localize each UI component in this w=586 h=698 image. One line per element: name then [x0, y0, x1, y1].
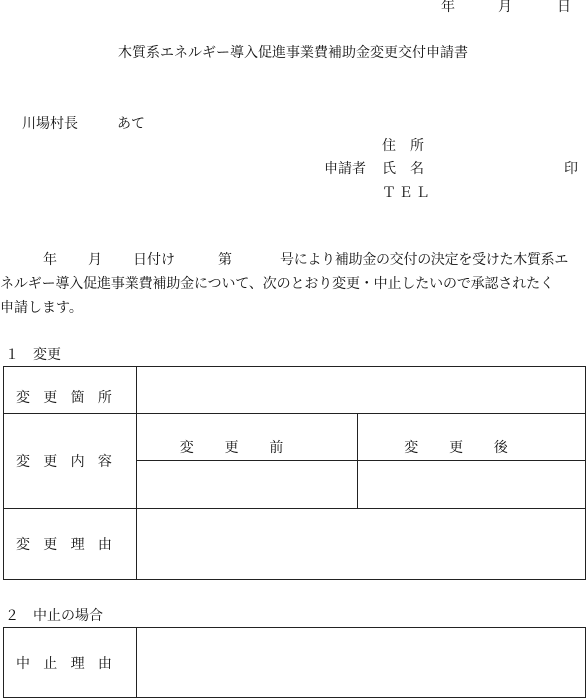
applicant-label: 申請者 — [324, 161, 366, 177]
cancel-table — [3, 627, 586, 698]
after-input-cell[interactable] — [358, 461, 586, 509]
date-day: 日 — [557, 0, 571, 15]
date-month: 月 — [498, 0, 512, 15]
row-label-cancel-reason: 中止理由 — [4, 628, 137, 698]
column-header-after: 変更後 — [358, 414, 586, 461]
body-line2: ネルギー導入促進事業費補助金について、次のとおり変更・中止したいので承認されたく — [0, 276, 554, 292]
name-label: 氏 名 — [382, 161, 424, 177]
body-number: 第 — [218, 252, 232, 268]
address-label: 住 所 — [382, 138, 424, 154]
change-reason-input-cell[interactable] — [137, 509, 586, 580]
body-month: 月 — [88, 252, 102, 268]
before-input-cell[interactable] — [137, 461, 358, 509]
change-table — [3, 366, 586, 580]
section2-heading: ２ 中止の場合 — [5, 608, 103, 624]
addressee-suffix: あて — [117, 116, 145, 132]
addressee-name: 川場村長 — [22, 116, 78, 132]
body-dated: 日付け — [133, 252, 175, 268]
row-label-content: 変更内容 — [4, 414, 137, 509]
cancel-reason-input-cell[interactable] — [137, 628, 586, 698]
body-year: 年 — [43, 252, 57, 268]
row-label-location: 変更箇所 — [4, 367, 137, 414]
column-header-before: 変更前 — [137, 414, 358, 461]
location-input-cell[interactable] — [137, 367, 586, 414]
row-label-change-reason: 変更理由 — [4, 509, 137, 580]
body-line3: 申請します。 — [0, 300, 83, 316]
tel-label: ＴＥＬ — [382, 185, 433, 201]
date-year: 年 — [441, 0, 455, 15]
seal-mark: 印 — [564, 161, 578, 177]
document-title: 木質系エネルギー導入促進事業費補助金変更交付申請書 — [118, 45, 468, 61]
section1-heading: １ 変更 — [5, 347, 61, 363]
body-line1-rest: 号により補助金の交付の決定を受けた木質系エ — [280, 252, 569, 268]
